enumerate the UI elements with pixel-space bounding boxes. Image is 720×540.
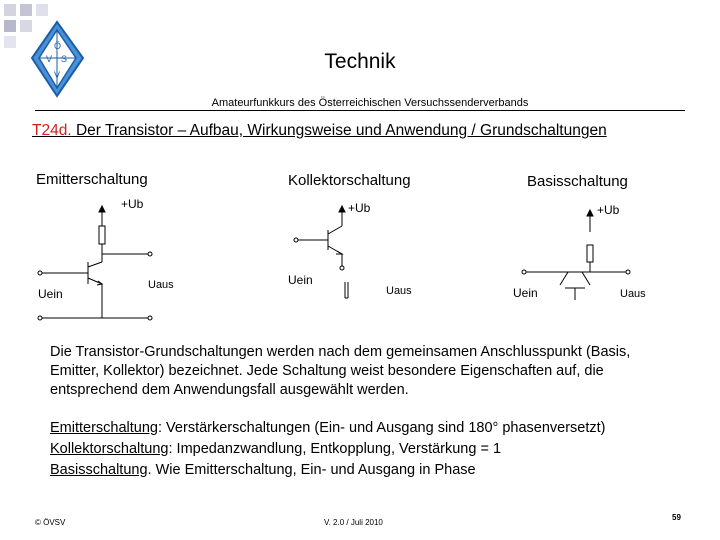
emitter-circuit-title: Emitterschaltung (36, 171, 148, 188)
definition-term: Basisschaltung (50, 462, 148, 478)
collector-supply-label: +Ub (348, 201, 371, 215)
page-number: 59 (672, 513, 681, 522)
definition-text: : Verstärkerschaltungen (Ein- und Ausgang sind 180° phasenversetzt) (158, 420, 606, 436)
collector-input-label: Uein (288, 273, 313, 287)
collector-output-label: Uaus (386, 285, 412, 297)
definition-term: Kollektorschaltung (50, 441, 169, 457)
svg-text:S: S (61, 54, 68, 64)
section-code: T24d. (32, 122, 72, 139)
definition-emitter (50, 418, 690, 439)
svg-text:V: V (46, 54, 53, 64)
emitter-input-label: Uein (38, 287, 63, 301)
emitter-circuit (38, 206, 152, 320)
circuit-diagrams (0, 190, 720, 330)
base-supply-label: +Ub (597, 203, 620, 217)
definition-text: . Wie Emitterschaltung, Ein- und Ausgang in Phase (147, 462, 476, 478)
definition-list (50, 418, 690, 481)
base-input-label: Uein (513, 286, 538, 300)
page-subtitle: Amateurfunkkurs des Österreichischen Versuchssenderverbands (211, 97, 529, 109)
definition-term: Emitterschaltung (50, 420, 158, 436)
decorative-squares (0, 0, 720, 50)
definition-collector (50, 439, 690, 460)
svg-text:V: V (54, 70, 61, 80)
definition-base (50, 460, 690, 481)
header-rule (35, 110, 685, 111)
body-paragraph: Die Transistor-Grundschaltungen werden nach dem gemeinsamen Anschlusspunkt (Basis, Emitter, Kollektor) bezeichnet. Jede Schaltung weist besondere Eigenschaften auf, die entsprechend dem Anwendungsfall ausgewählt werden. (50, 344, 631, 398)
section-heading-text: Der Transistor – Aufbau, Wirkungsweise und Anwendung / Grundschaltungen (71, 122, 607, 139)
collector-circuit-title: Kollektorschaltung (288, 172, 411, 189)
emitter-supply-label: +Ub (121, 197, 144, 211)
base-output-label: Uaus (620, 288, 646, 300)
svg-text:Ö: Ö (54, 41, 62, 51)
definition-text: : Impedanzwandlung, Entkopplung, Verstärkung = 1 (168, 441, 502, 457)
page-title: Technik (324, 50, 396, 73)
base-circuit (522, 210, 630, 300)
base-circuit-title: Basisschaltung (527, 173, 628, 190)
section-heading (32, 122, 607, 140)
footer-copyright: © ÖVSV (35, 518, 66, 527)
footer-version: V. 2.0 / Juli 2010 (324, 518, 383, 527)
emitter-output-label: Uaus (148, 279, 174, 291)
